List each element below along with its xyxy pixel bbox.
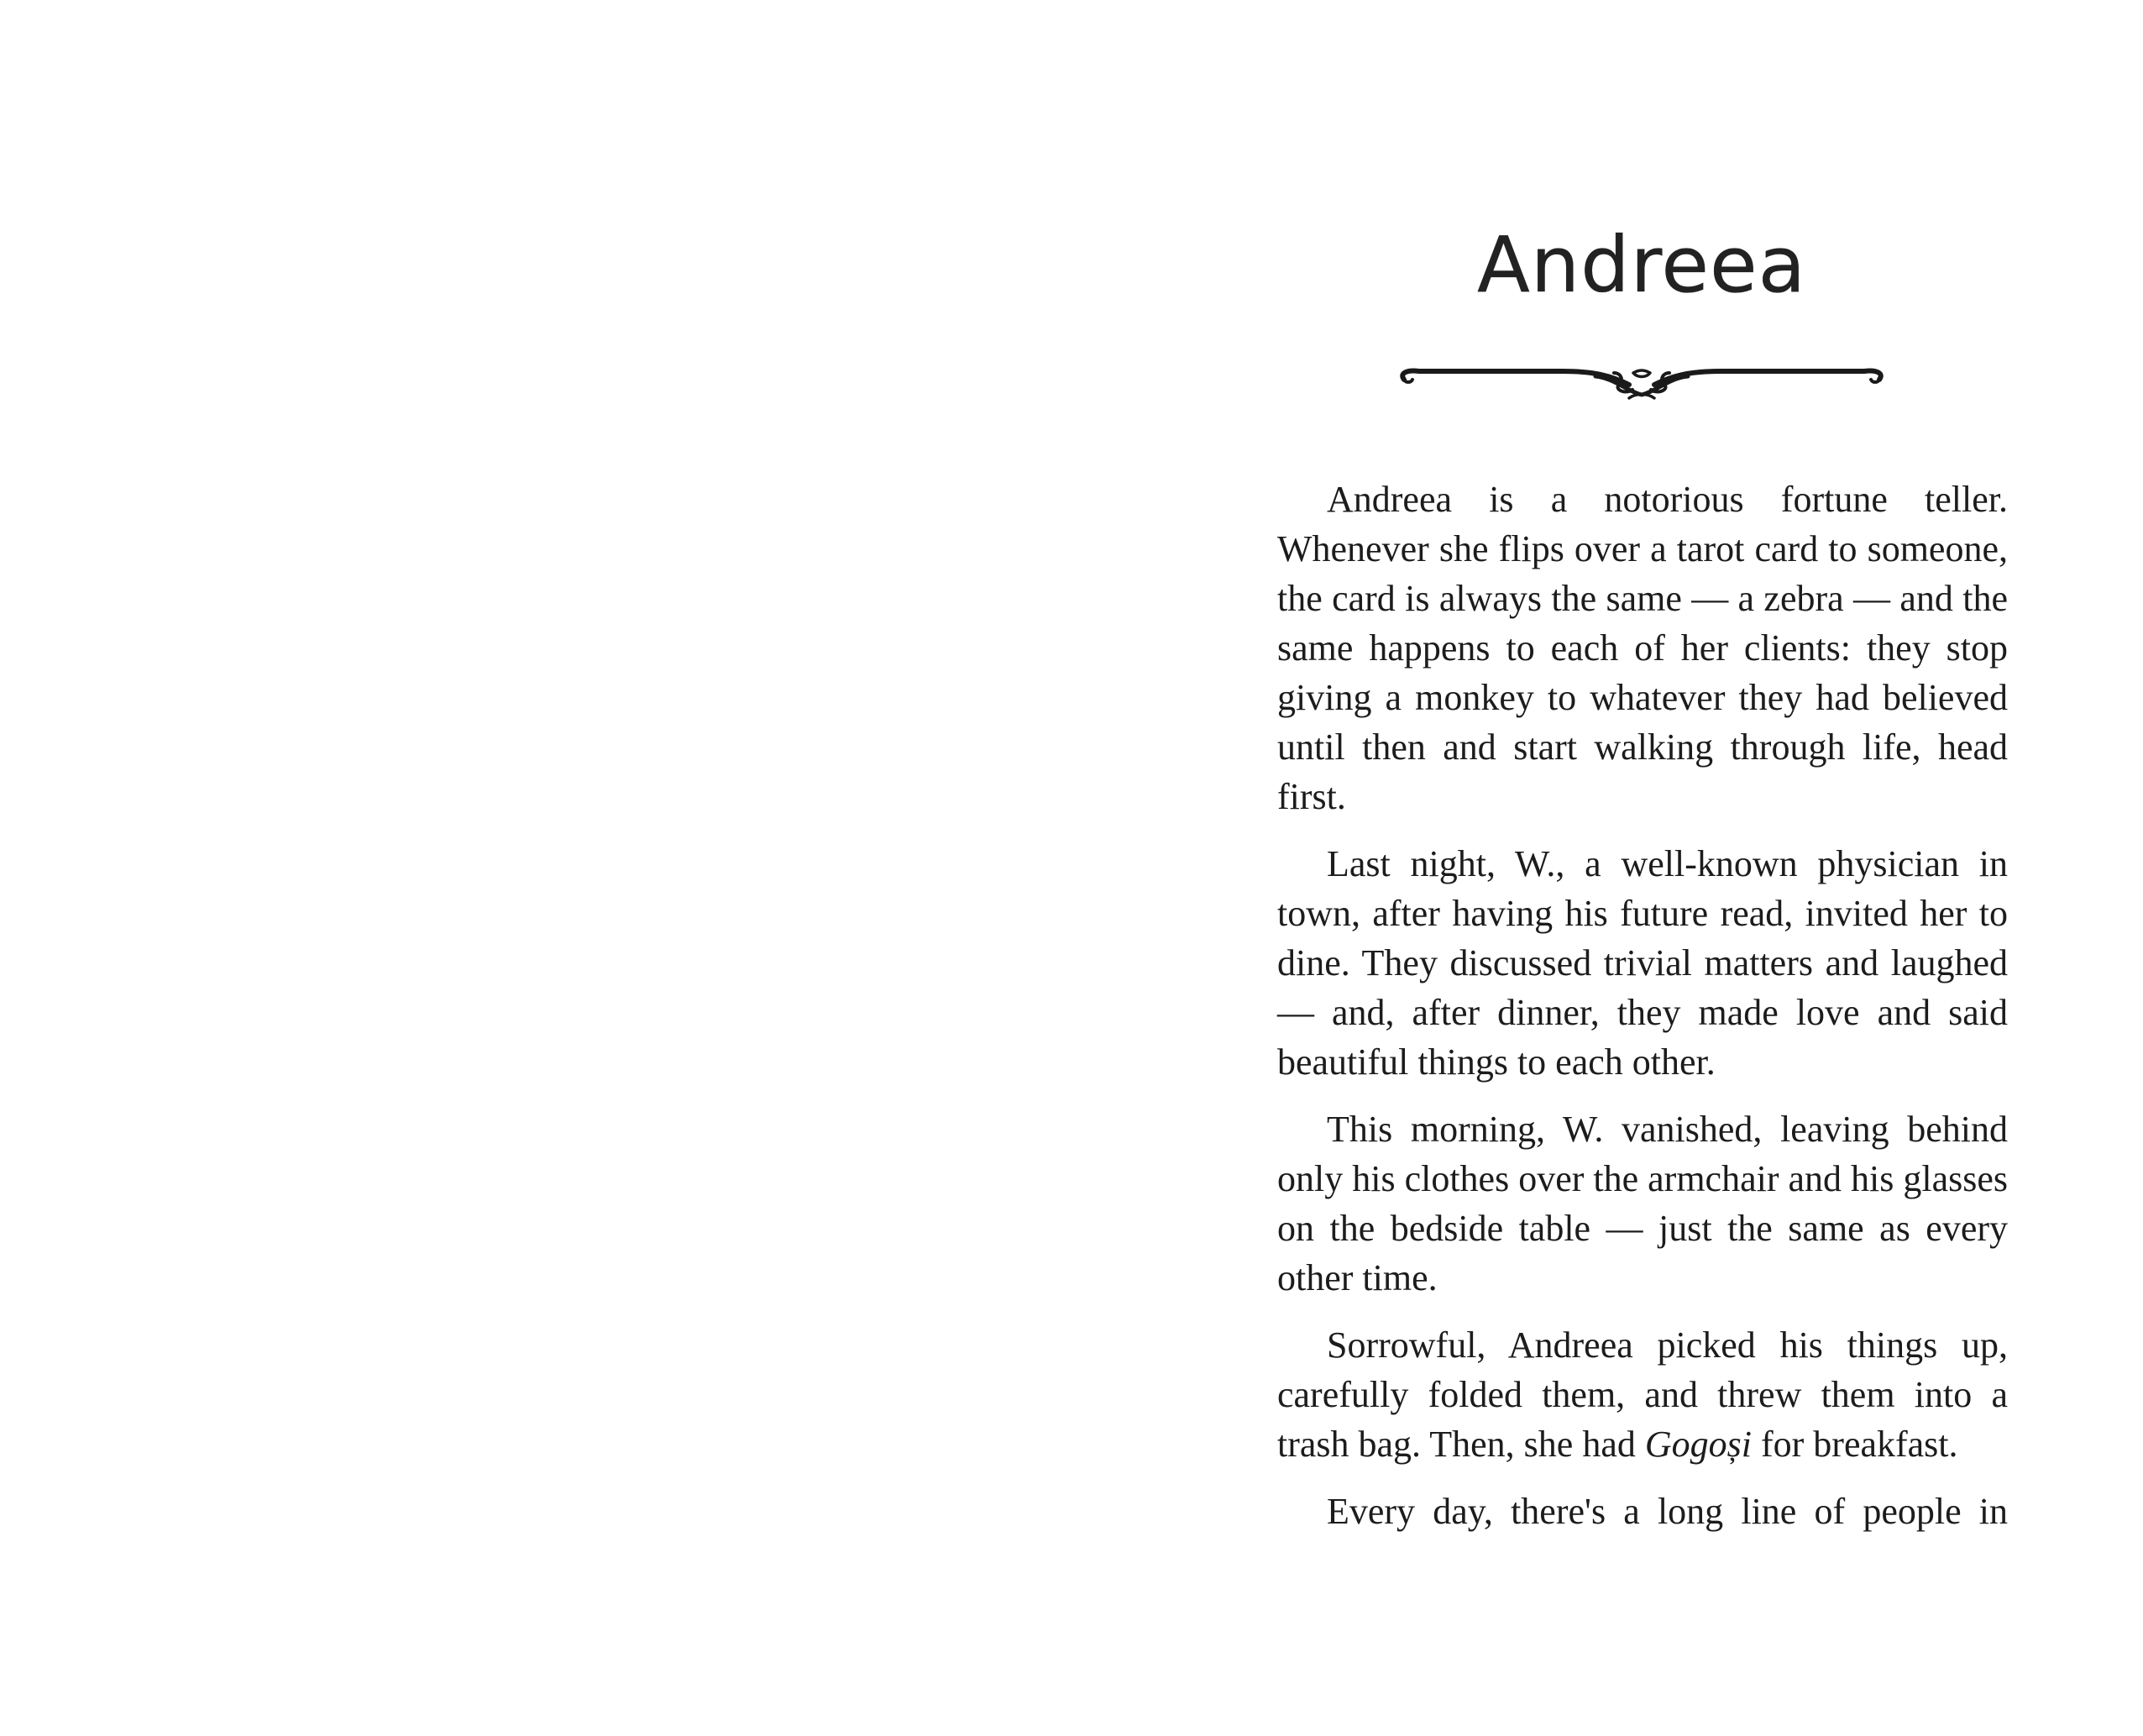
chapter-body	[1277, 475, 2008, 1554]
chapter-title: Andreea	[1476, 220, 1807, 310]
paragraph-2: Last night, W., a well-known physician in town, after having his future read, invited her to dine. They discussed trivial matters and laughed — and, after dinner, they made love and said beautiful things to each other.	[1277, 843, 2008, 1083]
paragraph-4: Sorrowful, Andreea picked his things up, carefully folded them, and threw them into a trash bag. Then, she had Gogoși for breakfast.	[1277, 1324, 2008, 1465]
flourish-divider-icon	[1394, 361, 1889, 403]
italic-word: Gogoși	[1644, 1424, 1752, 1465]
paragraph-3: This morning, W. vanished, leaving behind only his clothes over the armchair and his glasses on the bedside table — just the same as every other time.	[1277, 1109, 2009, 1298]
paragraph-1: Andreea is a notorious fortune teller. Whenever she flips over a tarot card to someone, the card is always the same — a zebra — and the same happens to each of her clients: they stop giving a monkey to whatever they had believed until then and start walking through life, head first.	[1277, 479, 2008, 817]
paragraph-5: Every day, there's a long line of people in	[1327, 1491, 2008, 1532]
